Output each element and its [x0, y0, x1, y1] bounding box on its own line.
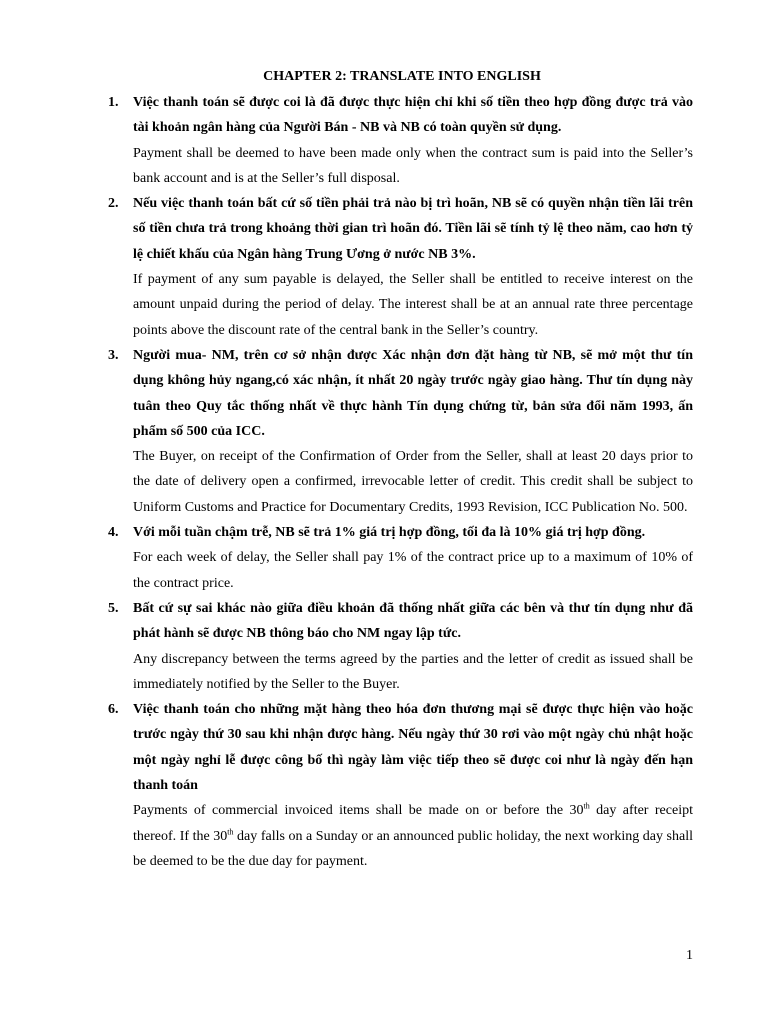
translation-part: day falls on a Sunday or an announced public holiday, the next working day shall be deemed to be the due day for payment. [133, 828, 693, 869]
english-translation: For each week of delay, the Seller shall pay 1% of the contract price up to a maximum of 10% of the contract price. [133, 550, 693, 591]
translation-list [108, 90, 693, 874]
english-translation [133, 798, 693, 874]
vietnamese-text: Người mua- NM, trên cơ sở nhận được Xác nhận đơn đặt hàng từ NB, sẽ mở một thư tín dụng không hủy ngang,có xác nhận, ít nhất 20 ngày trước ngày giao hàng. Thư tín dụng này tuân theo Quy tắc thống nhất về thực hành Tín dụng chứng từ, bản sửa đổi năm 1993, ấn phẩm số 500 của ICC. [133, 347, 693, 439]
english-translation: If payment of any sum payable is delayed, the Seller shall be entitled to receive interest on the amount unpaid during the period of delay. The interest shall be at an annual rate three percentage points above the discount rate of the central bank in the Seller’s country. [133, 272, 693, 338]
english-translation: Payment shall be deemed to have been made only when the contract sum is paid into the Seller’s bank account and is at the Seller’s full disposal. [133, 145, 693, 186]
item-number: 4. [108, 525, 119, 541]
english-translation: The Buyer, on receipt of the Confirmation of Order from the Seller, shall at least 20 days prior to the date of delivery open a confirmed, irrevocable letter of credit. This credit shall be subject to Uniform Customs and Practice for Documentary Credits, 1993 Revision, ICC Publication No. 500. [133, 449, 693, 515]
ordinal-suffix: th [583, 801, 590, 811]
translation-part: Payments of commercial invoiced items shall be made on or before the 30 [133, 803, 584, 819]
vietnamese-text: Nếu việc thanh toán bất cứ số tiền phải trả nào bị trì hoãn, NB sẽ có quyền nhận tiền lãi trên số tiền chưa trả trong khoảng thời gian trì hoãn đó. Tiền lãi sẽ tính tỷ lệ theo năm, cao hơn tỷ lệ chiết khấu của Ngân hàng Trung Ương ở nước NB 3%. [133, 196, 693, 262]
vietnamese-text: Bất cứ sự sai khác nào giữa điều khoản đã thống nhất giữa các bên và thư tín dụng như đã phát hành sẽ được NB thông báo cho NM ngay lập tức. [133, 600, 693, 642]
list-item [108, 90, 693, 191]
item-number: 1. [108, 95, 119, 110]
english-translation: Any discrepancy between the terms agreed by the parties and the letter of credit as issued shall be immediately notified by the Seller to the Buyer. [133, 651, 693, 692]
vietnamese-text: Việc thanh toán sẽ được coi là đã được thực hiện chỉ khi số tiền theo hợp đồng được trả vào tài khoản ngân hàng của Người Bán - NB và NB có toàn quyền sử dụng. [133, 95, 693, 136]
ordinal-suffix: th [227, 826, 234, 836]
list-item [108, 191, 693, 343]
item-number: 2. [108, 196, 119, 212]
vietnamese-text: Việc thanh toán cho những mặt hàng theo hóa đơn thương mại sẽ được thực hiện vào hoặc trước ngày thứ 30 sau khi nhận được hàng. Nếu ngày thứ 30 rơi vào một ngày chủ nhật hoặc một ngày nghỉ lễ được công bố thì ngày làm việc tiếp theo sẽ được coi như là ngày đến hạn thanh toán [133, 702, 693, 794]
translation-part: day after receipt thereof. If the 30 [133, 803, 693, 844]
list-item [108, 596, 693, 697]
item-number: 3. [108, 347, 119, 363]
item-number: 6. [108, 702, 119, 718]
list-item [108, 520, 693, 596]
list-item [108, 697, 693, 874]
vietnamese-text: Với mỗi tuần chậm trễ, NB sẽ trả 1% giá trị hợp đồng, tối đa là 10% giá trị hợp đồng. [133, 525, 646, 541]
list-item [108, 343, 693, 520]
page-title: CHAPTER 2: TRANSLATE INTO ENGLISH [263, 69, 541, 84]
item-number: 5. [108, 600, 119, 616]
page-number: 1 [686, 948, 693, 963]
